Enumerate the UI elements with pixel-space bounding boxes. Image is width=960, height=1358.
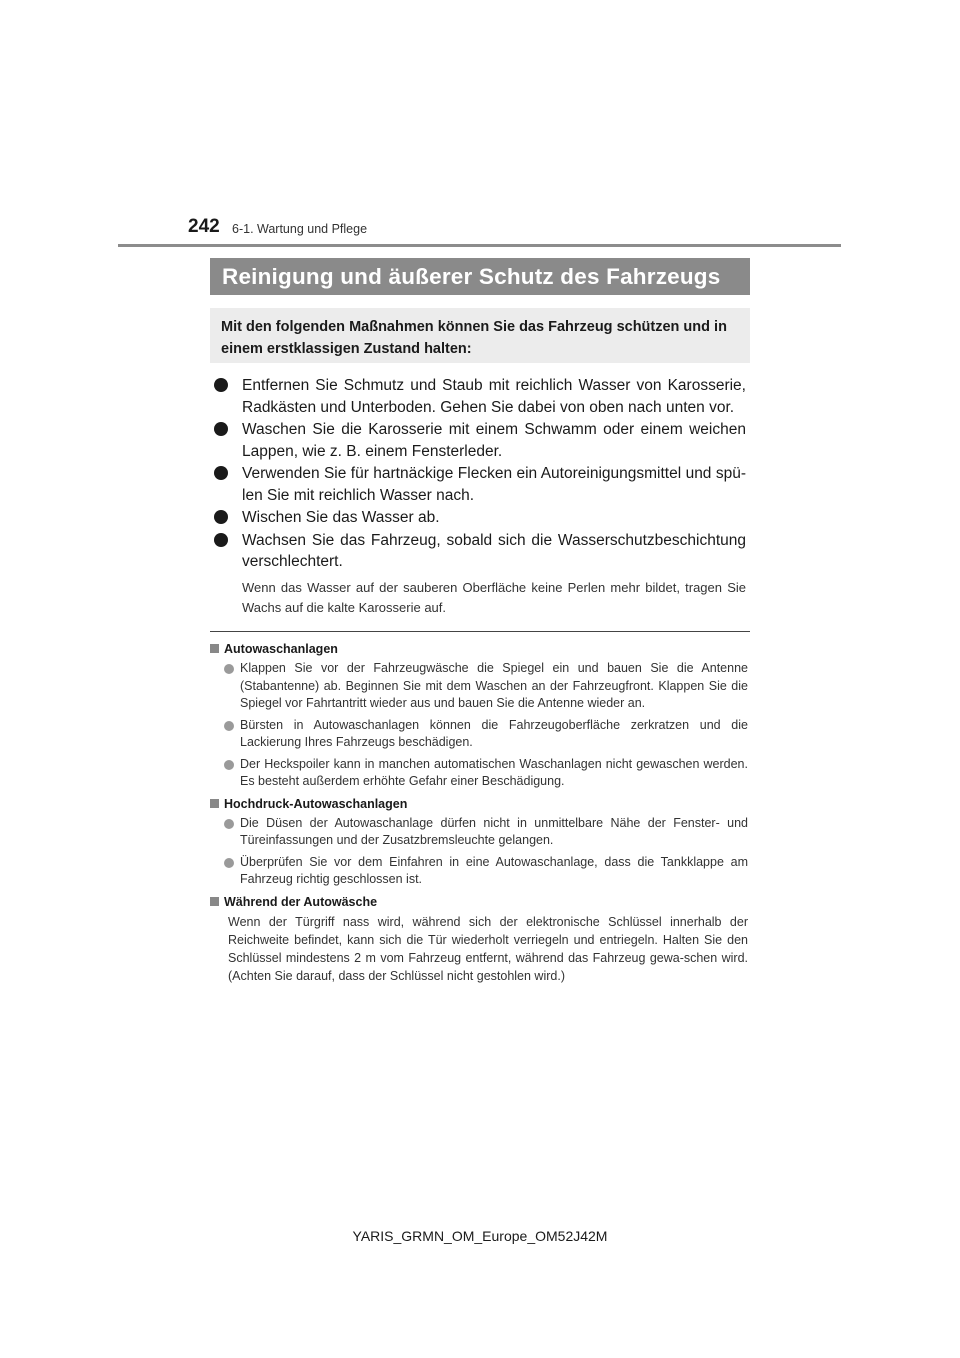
sub-item-text: Die Düsen der Autowaschanlage dürfen nicht in unmittelbare Nähe der Fenster- und Türeinfassungen und der Zusatzbremsleuchte gelangen. [240, 815, 748, 847]
page-number: 242 [188, 216, 220, 237]
section-heading-text: Während der Autowäsche [224, 894, 378, 909]
bullet-icon [214, 378, 228, 392]
intro-box: Mit den folgenden Maßnahmen können Sie das Fahrzeug schützen und in einem erstklassigen Zustand halten: [210, 308, 750, 363]
header-rule [118, 244, 841, 247]
section-paragraph: Wenn der Türgriff nass wird, während sich der elektronische Schlüssel innerhalb der Reichweite befindet, kann sich die Tür wiederholt verriegeln und entriegeln. Halten Sie den Schlüssel mindestens 2 m vom Fahrzeug entfernt, während das Fahrzeug gewa-schen wird. (Achten Sie darauf, dass der Schlüssel nicht gestohlen wird.) [228, 914, 748, 983]
section-heading-text: Hochdruck-Autowaschanlagen [224, 796, 408, 811]
sub-item-text: Überprüfen Sie vor dem Einfahren in eine Autowaschanlage, dass die Tankklappe am Fahrzeug richtig geschlossen ist. [240, 854, 748, 886]
section-label: 6-1. Wartung und Pflege [232, 222, 368, 236]
list-item-text: Wachsen Sie das Fahrzeug, sobald sich die Wasserschutzbeschichtung verschlechtert. [242, 531, 746, 570]
sub-list-item [210, 854, 750, 889]
list-item [214, 507, 746, 529]
list-item-text: Verwenden Sie für hartnäckige Flecken ein Autoreinigungsmittel und spü-len Sie mit reichlich Wasser nach. [242, 465, 746, 504]
bullet-icon [214, 533, 228, 547]
bullet-icon [214, 510, 228, 524]
sub-list-item [210, 717, 750, 752]
section-heading [210, 640, 750, 658]
bullet-icon [224, 760, 234, 770]
square-bullet-icon [210, 799, 219, 808]
section-autowaschanlagen [210, 640, 750, 791]
main-note: Wenn das Wasser auf der sauberen Oberfläche keine Perlen mehr bildet, tragen Sie Wachs auf die kalte Karosserie auf. [242, 580, 746, 615]
section-heading [210, 893, 750, 911]
bullet-icon [214, 466, 228, 480]
square-bullet-icon [210, 644, 219, 653]
bullet-icon [224, 664, 234, 674]
sub-item-text: Der Heckspoiler kann in manchen automatischen Waschanlagen nicht gewaschen werden. Es besteht außerdem erhöhte Gefahr einer Beschädigung. [240, 756, 748, 788]
list-item [214, 530, 746, 573]
bullet-icon [214, 422, 228, 436]
list-item [214, 419, 746, 462]
section-divider [210, 631, 750, 632]
info-sections [210, 640, 750, 988]
list-item-text: Wischen Sie das Wasser ab. [242, 509, 440, 526]
list-item [214, 375, 746, 418]
section-waehrend-autowaesche [210, 893, 750, 985]
section-heading-text: Autowaschanlagen [224, 642, 338, 656]
bullet-icon [224, 721, 234, 731]
sub-list-item [210, 756, 750, 791]
bullet-icon [224, 858, 234, 868]
list-item [214, 463, 746, 506]
sub-list-item [210, 660, 750, 713]
bullet-icon [224, 819, 234, 829]
sub-item-text: Bürsten in Autowaschanlagen können die Fahrzeugoberfläche zerkratzen und die Lackierung Ihres Fahrzeugs beschädigen. [240, 717, 748, 749]
section-heading [210, 795, 750, 813]
main-list [214, 375, 746, 574]
square-bullet-icon [210, 897, 219, 906]
list-item-text: Waschen Sie die Karosserie mit einem Schwamm oder einem weichen Lappen, wie z. B. einem Fensterleder. [242, 421, 746, 460]
footer-document-id: YARIS_GRMN_OM_Europe_OM52J42M [352, 1228, 608, 1244]
page-title: Reinigung und äußerer Schutz des Fahrzeugs [210, 258, 750, 295]
sub-list-item [210, 815, 750, 850]
section-hochdruck [210, 795, 750, 889]
list-item-text: Entfernen Sie Schmutz und Staub mit reichlich Wasser von Karosserie, Radkästen und Unterboden. Gehen Sie dabei von oben nach unten vor. [242, 377, 746, 416]
sub-item-text: Klappen Sie vor der Fahrzeugwäsche die Spiegel ein und bauen Sie die Antenne (Stabantenne) ab. Beginnen Sie mit dem Waschen an der Fahrzeugfront. Klappen Sie die Spiegel vor Fahrtantritt wieder aus und bauen Sie die Antenne wieder an. [240, 661, 748, 710]
